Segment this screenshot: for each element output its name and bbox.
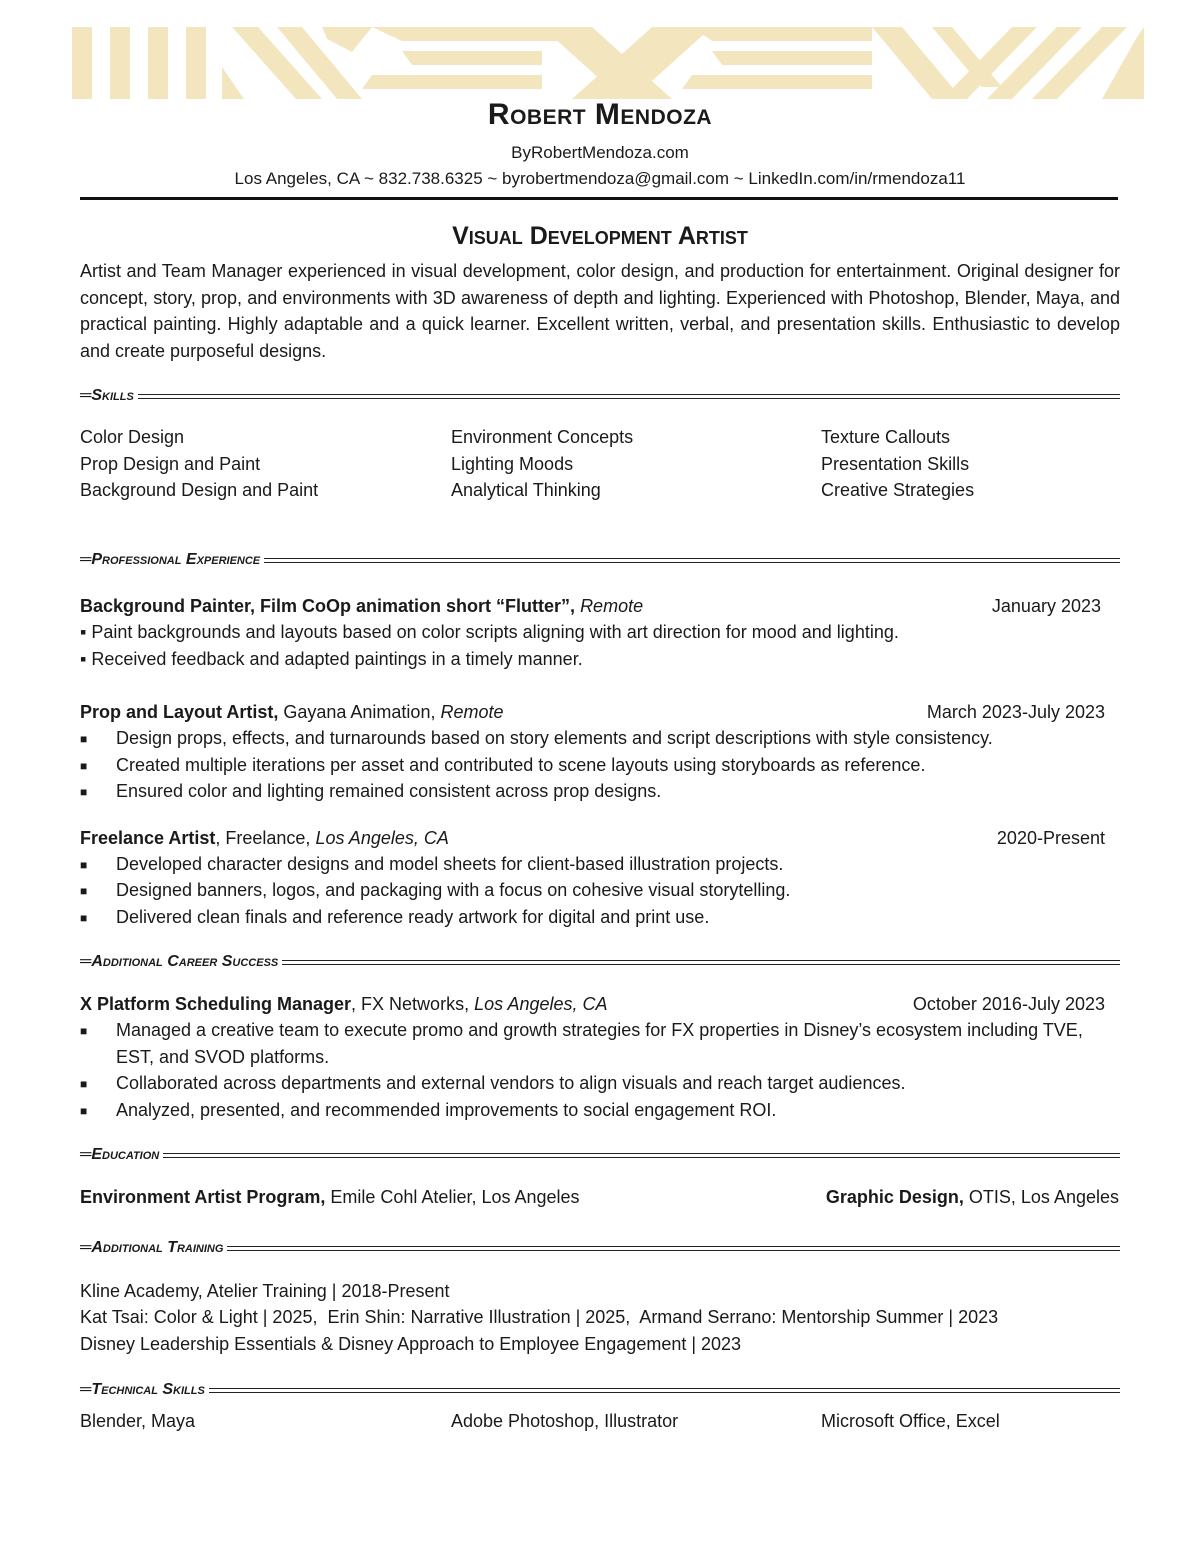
technical-skill: Blender, Maya — [80, 1411, 196, 1431]
square-bullet-icon: ■ — [80, 1024, 88, 1038]
section-label: ═Professional Experience — [80, 550, 264, 570]
education-entry: Graphic Design, OTIS, Los Angeles — [825, 1187, 1119, 1207]
training-item: Kat Tsai: Color & Light | 2025, Erin Shin: Narrative Illustration | 2025, Armand Serrano: Mentorship Summer | 2023 — [80, 1307, 999, 1327]
decorative-stripe-banner — [72, 27, 1144, 99]
skill-item: Analytical Thinking — [451, 480, 601, 500]
square-bullet-icon: ■ — [80, 1104, 88, 1118]
section-label: ═Technical Skills — [80, 1380, 209, 1400]
job-bullet: Collaborated across departments and external vendors to align visuals and reach target audiences. — [116, 1073, 906, 1093]
skill-item: Lighting Moods — [451, 454, 574, 474]
contact-line: Los Angeles, CA ~ 832.738.6325 ~ byrobertmendoza@gmail.com ~ LinkedIn.com/in/rmendoza11 — [234, 169, 966, 188]
education-entry: Environment Artist Program, Emile Cohl Atelier, Los Angeles — [80, 1187, 580, 1207]
job-bullet: Developed character designs and model sheets for client-based illustration projects. — [116, 854, 784, 874]
technical-skill: Microsoft Office, Excel — [821, 1411, 1000, 1431]
job-date: January 2023 — [991, 596, 1101, 616]
skill-item: Texture Callouts — [821, 427, 951, 447]
job-bullet: Delivered clean finals and reference ready artwork for digital and print use. — [116, 907, 710, 927]
section-education — [80, 1145, 1120, 1165]
square-bullet-icon: ■ — [80, 1077, 88, 1091]
job-bullet: Ensured color and lighting remained consistent across prop designs. — [116, 781, 662, 801]
job-bullet: Analyzed, presented, and recommended improvements to social engagement ROI. — [116, 1100, 777, 1120]
skill-item: Background Design and Paint — [80, 480, 319, 500]
job-date: October 2016-July 2023 — [912, 994, 1105, 1014]
job-bullet: Designed banners, logos, and packaging with a focus on cohesive visual storytelling. — [116, 880, 791, 900]
job-heading: Background Painter, Film CoOp animation short “Flutter”, Remote — [80, 596, 644, 616]
training-item: Kline Academy, Atelier Training | 2018-Present — [80, 1281, 450, 1301]
square-bullet-icon: ■ — [80, 759, 88, 773]
job-heading: X Platform Scheduling Manager, FX Networks, Los Angeles, CA — [80, 994, 608, 1014]
section-skills — [80, 386, 1120, 406]
section-label: ═Education — [80, 1145, 163, 1165]
section-label: ═Additional Career Success — [80, 952, 282, 972]
section-label: ═Skills — [80, 386, 138, 406]
job-title: Visual Development Artist — [452, 222, 748, 250]
job-bullet: Managed a creative team to execute promo and growth strategies for FX properties in Disney’s ecosystem including TVE, EST, and SVOD platforms. — [116, 1020, 1083, 1067]
training-item: Disney Leadership Essentials & Disney Approach to Employee Engagement | 2023 — [80, 1334, 742, 1354]
section-training — [80, 1238, 1120, 1258]
square-bullet-icon: ■ — [80, 785, 88, 799]
technical-skill: Adobe Photoshop, Illustrator — [451, 1411, 679, 1431]
section-technical-skills — [80, 1380, 1120, 1400]
job-date: March 2023-July 2023 — [926, 702, 1105, 722]
job-bullet: ▪ Paint backgrounds and layouts based on color scripts aligning with art direction for mood and lighting. — [80, 622, 899, 642]
website-link[interactable]: ByRobertMendoza.com — [511, 143, 689, 162]
square-bullet-icon: ■ — [80, 732, 88, 746]
skill-item: Environment Concepts — [451, 427, 634, 447]
section-label: ═Additional Training — [80, 1238, 227, 1258]
job-bullet: Design props, effects, and turnarounds based on story elements and script descriptions with style consistency. — [116, 728, 993, 748]
summary-paragraph: Artist and Team Manager experienced in visual development, color design, and production for entertainment. Original designer for concept, story, prop, and environments with 3D awareness of depth and lighting. Experienced with Photoshop, Blender, Maya, and practical painting. Highly adaptable and a quick learner. Excellent written, verbal, and presentation skills. Enthusiastic to develop and create purposeful designs. — [80, 261, 1120, 362]
square-bullet-icon: ■ — [80, 858, 88, 872]
skill-item: Prop Design and Paint — [80, 454, 261, 474]
skill-item: Creative Strategies — [821, 480, 975, 500]
skill-item: Presentation Skills — [821, 454, 970, 474]
header-divider — [80, 197, 1118, 200]
skill-item: Color Design — [80, 427, 185, 447]
job-date: 2020-Present — [996, 828, 1105, 848]
section-experience — [80, 550, 1120, 570]
job-bullet: ▪ Received feedback and adapted paintings in a timely manner. — [80, 649, 583, 669]
job-heading: Prop and Layout Artist, Gayana Animation, Remote — [80, 702, 504, 722]
candidate-name: Robert Mendoza — [487, 98, 713, 131]
section-career-success — [80, 952, 1120, 972]
square-bullet-icon: ■ — [80, 884, 88, 898]
square-bullet-icon: ■ — [80, 911, 88, 925]
job-bullet: Created multiple iterations per asset and contributed to scene layouts using storyboards as reference. — [116, 755, 926, 775]
job-heading: Freelance Artist, Freelance, Los Angeles, CA — [80, 828, 449, 848]
